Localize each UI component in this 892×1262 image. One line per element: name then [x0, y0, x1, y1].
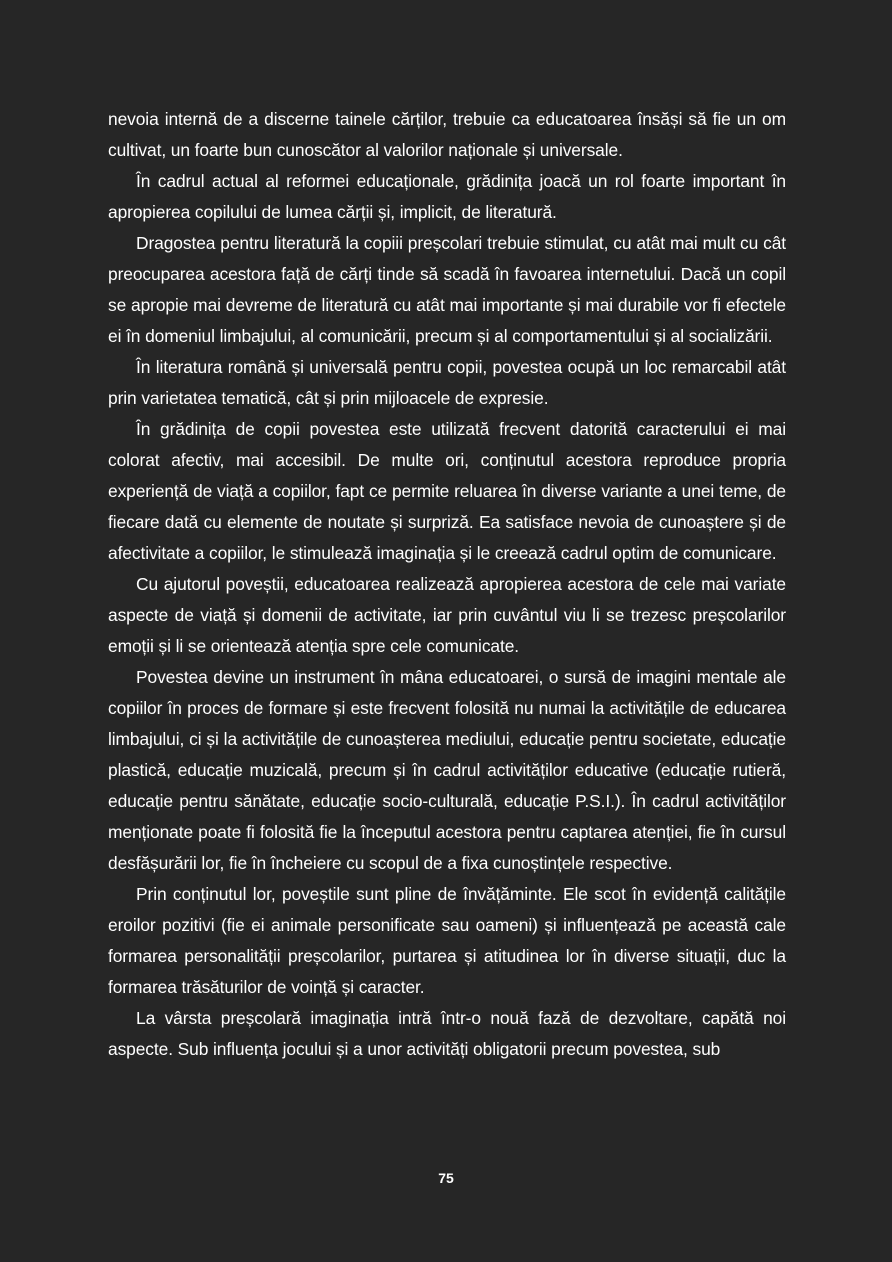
- paragraph-5: În grădinița de copii povestea este utilizată frecvent datorită caracterului ei mai colorat afectiv, mai accesibil. De multe ori, conținutul acestora reproduce propria experiență de viață a copiilor, fapt ce permite reluarea în diverse variante a unei teme, de fiecare dată cu elemente de noutate și surpriză. Ea satisface nevoia de cunoaștere și de afectivitate a copiilor, le stimulează imaginația și le creează cadrul optim de comunicare.: [108, 419, 786, 563]
- paragraph-7: Povestea devine un instrument în mâna educatoarei, o sursă de imagini mentale ale copiilor în proces de formare și este frecvent folosită nu numai la activitățile de educarea limbajului, ci și la activitățile de cunoașterea mediului, educație pentru societate, educație plastică, educație muzicală, precum și în cadrul activităților educative (educație rutieră, educație pentru sănătate, educație socio-culturală, educație P.S.I.). În cadrul activităților menționate poate fi folosită fie la începutul acestora pentru captarea atenției, fie în cursul desfășurării lor, fie în încheiere cu scopul de a fixa cunoștințele respective.: [108, 667, 786, 873]
- body-text: [108, 104, 786, 1065]
- paragraph-9: La vârsta preșcolară imaginația intră într-o nouă fază de dezvoltare, capătă noi aspecte. Sub influența jocului și a unor activități obligatorii precum povestea, sub: [108, 1008, 786, 1059]
- paragraph-1: nevoia internă de a discerne tainele cărților, trebuie ca educatoarea însăși să fie un om cultivat, un foarte bun cunoscător al valorilor naționale și universale.: [108, 109, 786, 160]
- paragraph-8: Prin conținutul lor, poveștile sunt pline de învățăminte. Ele scot în evidență calitățile eroilor pozitivi (fie ei animale personificate sau oameni) și influențează pe această cale formarea personalității preșcolarilor, purtarea și atitudinea lor în diverse situații, duc la formarea trăsăturilor de voință și caracter.: [108, 884, 786, 997]
- paragraph-2: În cadrul actual al reformei educaționale, grădinița joacă un rol foarte important în apropierea copilului de lumea cărții și, implicit, de literatură.: [108, 171, 786, 222]
- page-number: 75: [438, 1170, 454, 1186]
- paragraph-6: Cu ajutorul poveștii, educatoarea realizează apropierea acestora de cele mai variate aspecte de viață și domenii de activitate, iar prin cuvântul viu li se trezesc preșcolarilor emoții și li se orientează atenția spre cele comunicate.: [108, 574, 786, 656]
- paragraph-3: Dragostea pentru literatură la copiii preșcolari trebuie stimulat, cu atât mai mult cu cât preocuparea acestora față de cărți tinde să scadă în favoarea internetului. Dacă un copil se apropie mai devreme de literatură cu atât mai importante și mai durabile vor fi efectele ei în domeniul limbajului, al comunicării, precum și al comportamentului și al socializării.: [108, 233, 786, 346]
- paragraph-4: În literatura română și universală pentru copii, povestea ocupă un loc remarcabil atât prin varietatea tematică, cât și prin mijloacele de expresie.: [108, 357, 786, 408]
